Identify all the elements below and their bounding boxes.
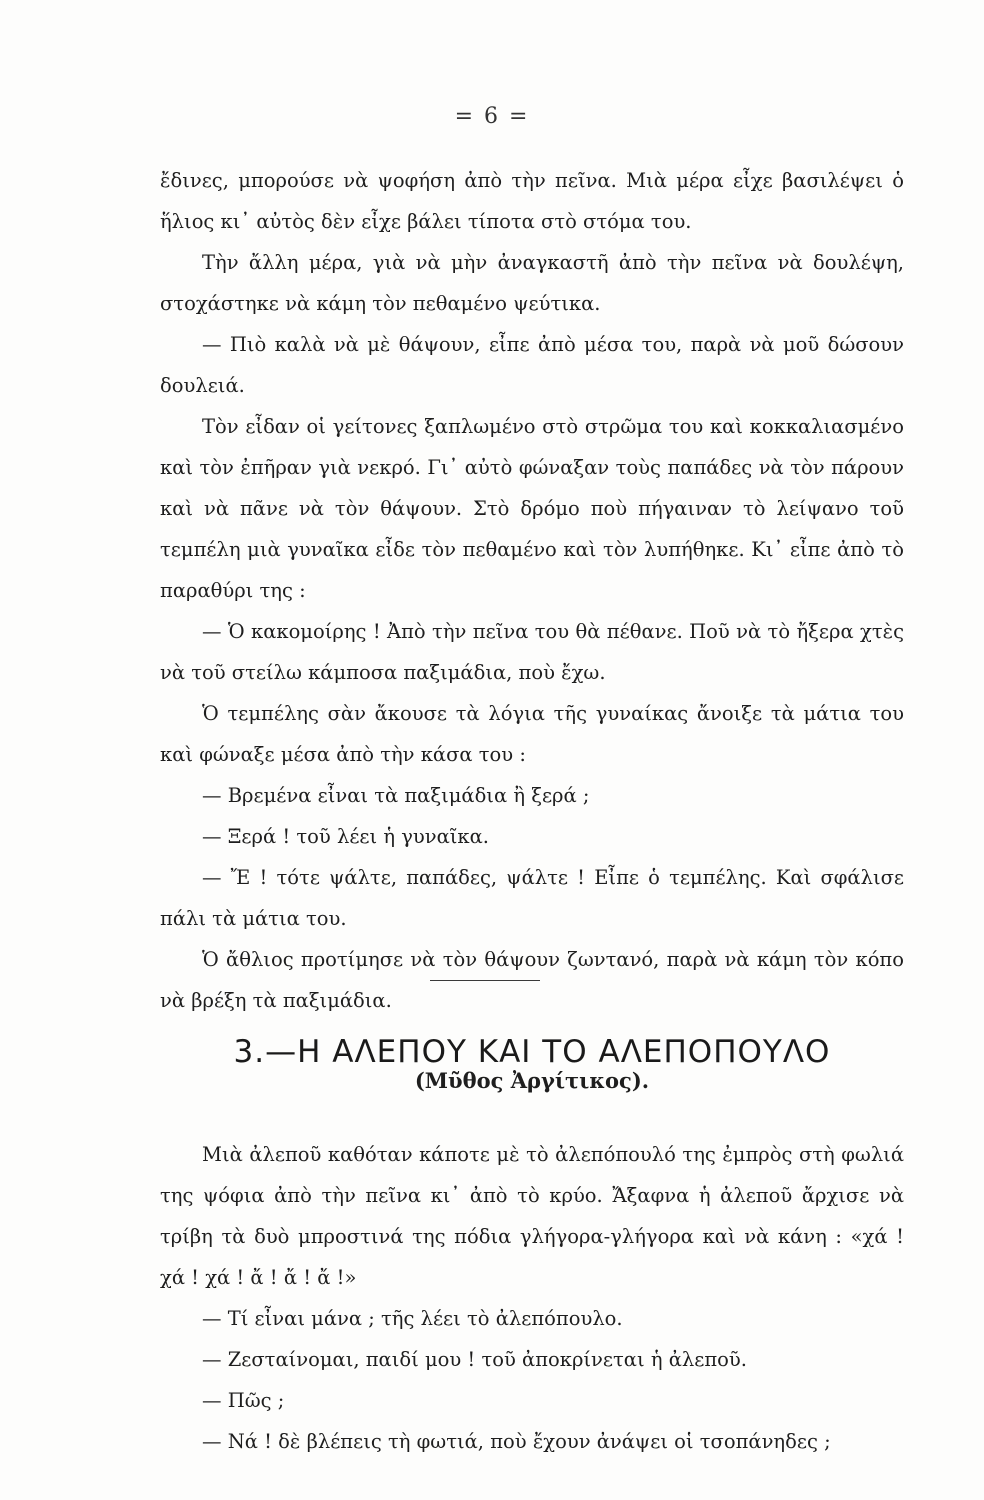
paragraph: Ὁ τεμπέλης σὰν ἄκουσε τὰ λόγια τῆς γυναίκας ἄνοιξε τὰ μάτια του καὶ φώναξε μέσα ἀπὸ τὴν κάσα του : bbox=[160, 702, 904, 766]
dialog-line: — Τί εἶναι μάνα ; τῆς λέει τὸ ἀλεπόπουλο. bbox=[202, 1307, 623, 1330]
paragraph: Μιὰ ἀλεποῦ καθόταν κάποτε μὲ τὸ ἀλεπόπουλό της ἐμπρὸς στὴ φωλιά της ψόφια ἀπὸ τὴν πεῖνα κι᾽ ἀπὸ τὸ κρύο. Ἄξαφνα ἡ ἀλεποῦ ἄρχισε νὰ τρίβη τὰ δυὸ μπροστινά της πόδια γλήγορα-γλήγορα καὶ νὰ κάνη : «χά ! χά ! χά ! ἄ ! ἄ ! ἄ !» bbox=[160, 1143, 904, 1289]
dialog-line: — Ἔ ! τότε ψάλτε, παπάδες, ψάλτε ! Εἶπε ὁ τεμπέλης. Καὶ σφάλισε πάλι τὰ μάτια του. bbox=[160, 866, 904, 930]
page-number: = 6 = bbox=[454, 104, 530, 129]
story-two-text bbox=[160, 1134, 904, 1462]
dialog-line: — Ὁ κακομοίρης ! Ἀπὸ τὴν πεῖνα του θὰ πέθανε. Ποῦ νὰ τὸ ἤξερα χτὲς νὰ τοῦ στείλω κάμποσα παξιμάδια, ποὺ ἔχω. bbox=[160, 620, 904, 684]
paragraph: Ὁ ἄθλιος προτίμησε νὰ τὸν θάψουν ζωντανό, παρὰ νὰ κάμη τὸν κόπο νὰ βρέξη τὰ παξιμάδια. bbox=[160, 948, 904, 1012]
paragraph: Τὴν ἄλλη μέρα, γιὰ νὰ μὴν ἀναγκαστῆ ἀπὸ τὴν πεῖνα νὰ δουλέψη, στοχάστηκε νὰ κάμη τὸν πεθαμένο ψεύτικα. bbox=[160, 251, 904, 315]
story-one-text bbox=[160, 160, 904, 1021]
dialog-line: — Βρεμένα εἶναι τὰ παξιμάδια ἢ ξερά ; bbox=[202, 784, 590, 807]
dialog-line: — Πιὸ καλὰ νὰ μὲ θάψουν, εἶπε ἀπὸ μέσα του, παρὰ νὰ μοῦ δώσουν δουλειά. bbox=[160, 333, 904, 397]
dialog-line: — Ζεσταίνομαι, παιδί μου ! τοῦ ἀποκρίνεται ἡ ἀλεποῦ. bbox=[202, 1348, 747, 1371]
dialog-line: — Πῶς ; bbox=[202, 1389, 285, 1412]
section-title: 3.—Η ΑΛΕΠΟΥ ΚΑΙ ΤΟ ΑΛΕΠΟΠΟΥΛΟ bbox=[233, 1033, 831, 1070]
section-subtitle: (Μῦθος Ἀργίτικος). bbox=[414, 1068, 650, 1093]
paragraph: Τὸν εἶδαν οἱ γείτονες ξαπλωμένο στὸ στρῶμα του καὶ κοκκαλιασμένο καὶ τὸν ἐπῆραν γιὰ νεκρό. Γι᾽ αὐτὸ φώναξαν τοὺς παπάδες νὰ τὸν πάρουν καὶ νὰ πᾶνε νὰ τὸν θάψουν. Στὸ δρόμο ποὺ πήγαιναν τὸ λείψανο τοῦ τεμπέλη μιὰ γυναῖκα εἶδε τὸν πεθαμένο καὶ τὸν λυπήθηκε. Κι᾽ εἶπε ἀπὸ τὸ παραθύρι της : bbox=[160, 415, 904, 602]
paragraph: ἔδινες, μπορούσε νὰ ψοφήση ἀπὸ τὴν πεῖνα. Μιὰ μέρα εἶχε βασιλέψει ὁ ἥλιος κι᾽ αὐτὸς δὲν εἶχε βάλει τίποτα στὸ στόμα του. bbox=[160, 169, 904, 233]
dialog-line: — Νά ! δὲ βλέπεις τὴ φωτιά, ποὺ ἔχουν ἀνάψει οἱ τσοπάνηδες ; bbox=[202, 1430, 831, 1453]
section-divider bbox=[430, 980, 540, 981]
dialog-line: — Ξερά ! τοῦ λέει ἡ γυναῖκα. bbox=[202, 825, 489, 848]
